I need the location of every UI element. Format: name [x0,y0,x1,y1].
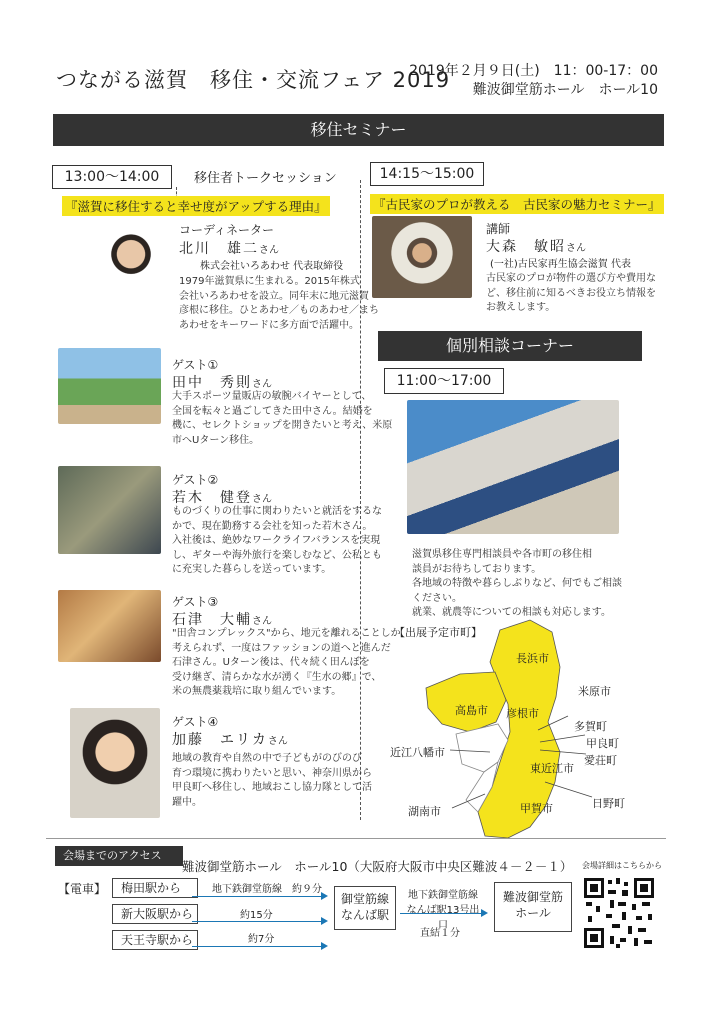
guest-1-desc: 大手スポーツ量販店の敏腕バイヤーとして、 全国を転々と過ごしてきた田中さん。結婚を 機に、セレクトショップを開きたいと考え、米原 市へUターン移住。 [172,391,393,446]
guest-3-name: 石津 大輔さん [172,612,272,628]
arrow-transfer [400,913,482,914]
event-venue: 難波御堂筋ホール ホール10 [472,82,658,98]
walk-time: 直結１分 [420,928,460,939]
right-seminar-time: 14:15～15:00 [370,162,484,186]
arrow-shin-osaka [192,921,322,922]
lecturer-photo [372,216,472,298]
right-seminar-theme: 『古民家のプロが教える 古民家の魅力セミナー』 [370,194,664,214]
route-tennoji: 約7分 [248,934,275,945]
town-hino: 日野町 [592,797,625,810]
page-title: つながる滋賀 移住・交流フェア 2019 [56,68,451,92]
arrow-head-tennoji [321,942,328,950]
town-koka: 甲賀市 [520,802,553,815]
qr-caption: 会場詳細はこちらから [582,861,662,870]
town-higashiomi: 東近江市 [530,762,574,775]
town-nagahama: 長浜市 [516,652,549,665]
coordinator-desc: 1979年滋賀県に生まれる。2015年株式 会社いろあわせを設立。同年末に地元滋賀 彦根に移住。ひとあわせ／ものあわせ／まち あわせをキーワードに多方面で活躍中。 [179,276,379,331]
consultation-desc: 滋賀県移住専門相談員や各市町の移住相 談員がお待ちしております。 各地域の特徴や暮らしぶりなど、何でもご相談 ください。 就業、就農等についての相談も対応します。 [412,549,622,618]
event-datetime [402,62,658,100]
left-seminar-label: 移住者トークセッション [194,171,337,186]
route-shin-osaka: 約15分 [240,910,273,921]
lecturer-name: 大森 敏昭さん [486,239,586,255]
lecturer-desc: 古民家のプロが物件の選び方や費用な ど、移住前に知るべきお役立ち情報を お教えします。 [486,273,656,313]
transfer-info: 地下鉄御堂筋線 なんば駅13号出口 [406,890,480,931]
guest-3-role: ゲスト③ [172,595,219,609]
route-umeda: 地下鉄御堂筋線 約９分 [212,884,322,895]
consultation-photo [407,400,619,534]
coordinator-photo [96,222,166,314]
arrow-umeda [192,896,322,897]
train-label: 【電車】 [58,882,107,896]
map-title: 【出展予定市町】 [394,626,482,639]
namba-station-box: 御堂筋線 なんば駅 [334,886,396,930]
left-seminar-theme: 『滋賀に移住すると幸せ度がアップする理由』 [62,196,330,216]
access-section-title: 会場までのアクセス [55,846,183,866]
consultation-time: 11:00～17:00 [384,368,504,394]
guest-2-role: ゲスト② [172,473,219,487]
guest-2-photo [58,466,161,554]
lecturer-org: (一社)古民家再生協会滋賀 代表 [490,259,631,270]
consultation-section-title: 個別相談コーナー [378,331,642,361]
guest-2-name: 若木 健登さん [172,490,272,506]
coordinator-org: 株式会社いろあわせ 代表取締役 [200,261,344,272]
guest-2-desc: ものづくりの仕事に関わりたいと就活をするな かで、現在勤務する会社を知った若木さん。 入社後は、絶妙なワークライフバランスを実現 し、ギターや海外旅行を楽しむなど、公私とも に充実した暮らしを送っています。 [172,506,382,575]
guest-4-name: 加藤 エリカさん [172,732,288,748]
station-tennoji: 天王寺駅から [112,930,198,950]
guest-1-photo [58,348,161,424]
event-date: 2019年２月９日(土) 11：00-17：00 [409,63,658,79]
arrow-head-shin-osaka [321,917,328,925]
town-kora: 甲良町 [586,737,619,750]
town-konan: 湖南市 [408,805,441,818]
town-hikone: 彦根市 [506,707,539,720]
guest-4-desc: 地域の教育や自然の中で子どもがのびのび 育つ環境に携わりたいと思い、神奈川県から 甲良町へ移住し、地域おこし協力隊として活 躍中。 [172,753,372,808]
coordinator-name: 北川 雄二さん [179,241,279,257]
arrow-tennoji [192,946,322,947]
venue-box: 難波御堂筋 ホール [494,882,572,932]
seminar-section-title: 移住セミナー [53,114,664,146]
access-divider [46,838,666,839]
lecturer-role: 講師 [486,222,511,236]
guest-3-photo [58,590,161,662]
station-umeda: 梅田駅から [112,878,198,898]
station-shin-osaka: 新大阪駅から [112,904,198,924]
arrow-head-transfer [481,909,488,917]
qr-code[interactable] [582,876,656,950]
town-taga: 多賀町 [574,720,607,733]
guest-4-role: ゲスト④ [172,715,219,729]
guest-1-name: 田中 秀則さん [172,375,272,391]
guest-1-role: ゲスト① [172,358,219,372]
guest-3-desc: "田舎コンプレックス"から、地元を離れることしか 考えられず、一度はファッションの道へと進んだ 石津さん。Uターン後は、代々続く田んぼを 受け継ぎ、清らかな水が湧く『生水の郷』で、 米の無農薬栽培に取り組んでいます。 [172,628,401,697]
arrow-head-umeda [321,892,328,900]
town-aisho: 愛荘町 [584,754,617,767]
coordinator-role: コーディネーター [179,223,275,237]
town-maibara: 米原市 [578,685,611,698]
access-venue: 難波御堂筋ホール ホール10（大阪府大阪市中央区難波４－２－１） [182,859,573,874]
town-omihachiman: 近江八幡市 [390,746,445,759]
town-takashima: 高島市 [455,704,488,717]
left-seminar-time: 13:00～14:00 [52,165,172,189]
guest-4-photo [70,708,160,818]
